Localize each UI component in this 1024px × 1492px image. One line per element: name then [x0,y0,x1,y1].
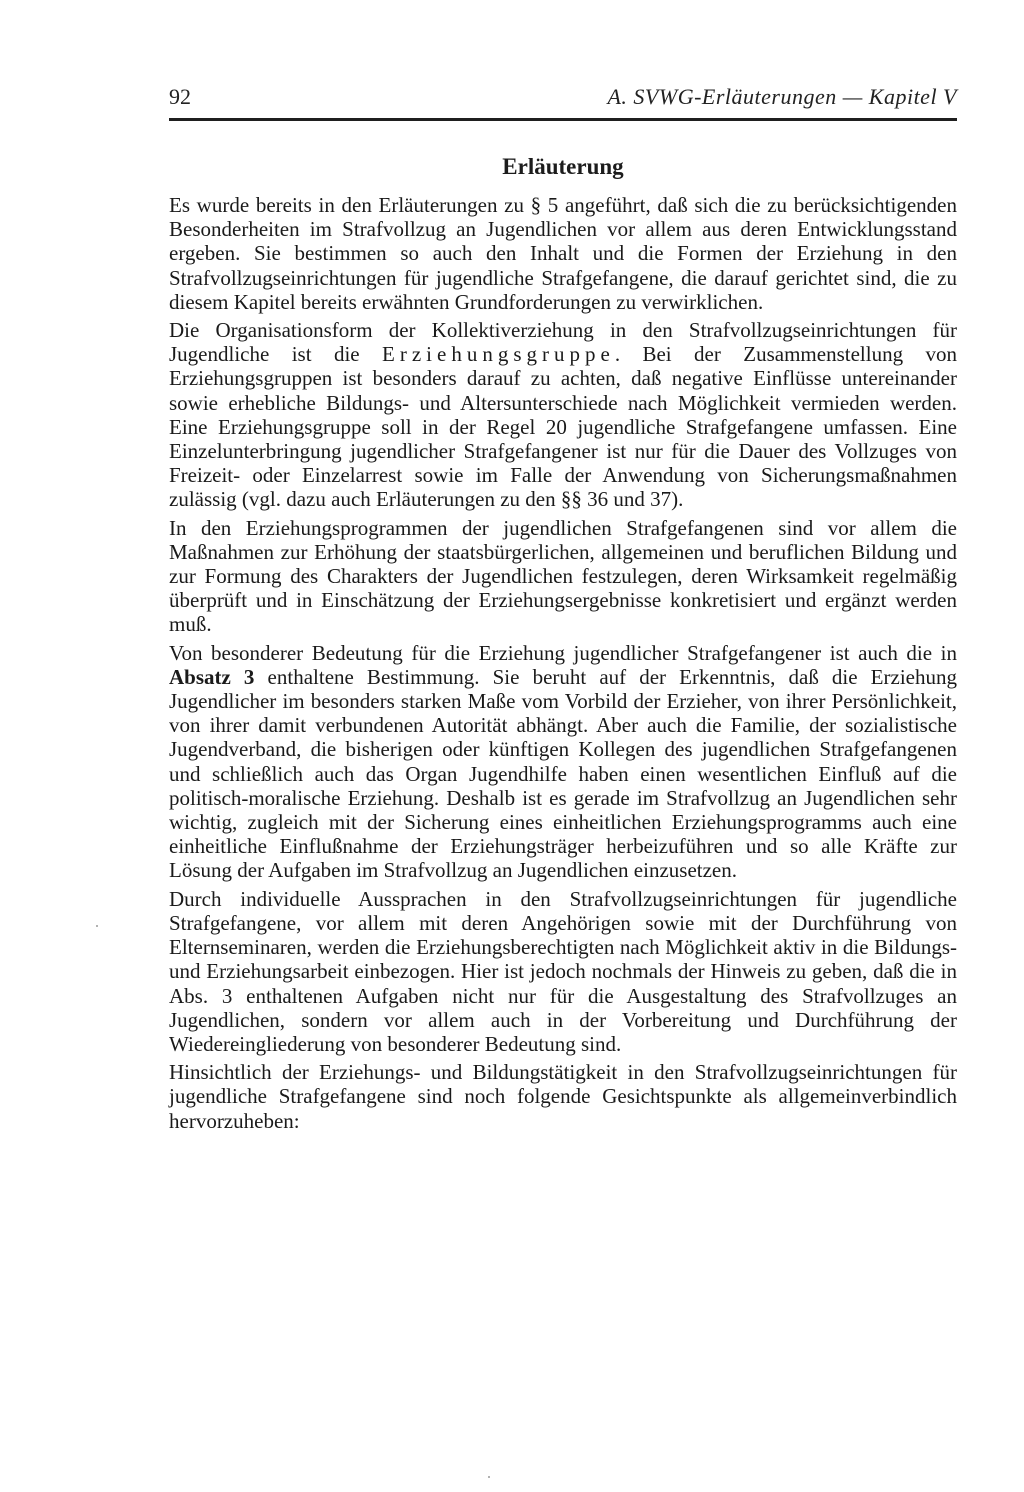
paragraph-4-text-end: enthaltene Bestimmung. Sie beruht auf der Erkenntnis, daß die Erziehung Jugendlicher im besonders starken Maße vom Vorbild der Erzieher, von ihrer Persönlichkeit, von ihrer damit verbundenen Autorität abhängt. Aber auch die Familie, der sozialistische Jugendverband, die bisherigen oder künftigen Kollegen des jugendlichen Strafgefangenen und schließlich auch das Organ Jugendhilfe haben einen wesentlichen Einfluß auf die politisch-moralische Erziehung. Deshalb ist es gerade im Strafvollzug an Jugendlichen sehr wichtig, zugleich mit der Sicherung eines einheitlichen Erziehungsprogramms auch eine einheitliche Einflußnahme der Erziehungsträger herbeizuführen und so alle Kräfte zur Lösung der Aufgaben im Strafvollzug an Jugendlichen einzusetzen. [169,664,957,883]
paragraph-3: In den Erziehungsprogrammen der jugendlichen Strafgefangenen sind vor allem die Maßnahmen zur Erhöhung der staatsbürgerlichen, allgemeinen und beruflichen Bildung und zur Formung des Charakters der Jugendlichen festzulegen, deren Wirksamkeit regelmäßig überprüft und in Einschätzung der Erziehungsergebnisse konkretisiert und ergänzt werden muß. [169,515,957,637]
page-header [169,82,957,114]
running-head: A. SVWG-Erläuterungen — Kapitel V [607,84,957,109]
paragraph-5: Durch individuelle Aussprachen in den Strafvollzugseinrichtungen für jugendliche Strafgefangene, vor allem mit deren Angehörigen sowie mit der Durchführung von Elternseminaren, werden die Erziehungsberechtigten nach Möglichkeit aktiv in die Bildungs- und Erziehungsarbeit einbezogen. Hier ist jedoch nochmals der Hinweis zu geben, daß die in Abs. 3 enthaltenen Aufgaben nicht nur für die Ausgestaltung des Strafvollzuges an Jugendlichen, sondern vor allem auch in der Vorbereitung und Durchführung der Wiedereingliederung von besonderer Bedeutung sind. [169,886,957,1056]
paragraph-6: Hinsichtlich der Erziehungs- und Bildungstätigkeit in den Strafvollzugseinrichtungen für jugendliche Strafgefangene sind noch folgende Gesichtspunkte als allgemeinverbindlich hervorzuheben: [169,1060,957,1133]
bold-term-absatz-3: Absatz 3 [169,664,255,689]
body-text [169,193,957,1133]
section-title: Erläuterung [502,154,624,179]
scan-speck [488,1476,490,1478]
paragraph-2-text-start: Die Organisationsform der Kollektiverziehung in den Strafvollzugseinrichtungen für Jugendliche ist die [169,318,957,367]
paragraph-2 [169,318,957,512]
page-number: 92 [169,84,191,109]
paragraph-4-text-start: Von besonderer Bedeutung für die Erziehung jugendlicher Strafgefangener ist auch die in [169,640,957,665]
paragraph-4 [169,641,957,883]
header-rule [169,118,957,121]
spaced-term-erziehungsgruppe: Erziehungsgruppe [382,342,615,367]
paragraph-1: Es wurde bereits in den Erläuterungen zu § 5 angeführt, daß sich die zu berücksichtigenden Besonderheiten im Strafvollzug an Jugendlichen vor allem aus deren Entwicklungsstand ergeben. Sie bestimmen so auch den Inhalt und die Formen der Erziehung in den Strafvollzugseinrichtungen für jugendliche Strafgefangene, die darauf gerichtet sind, die zu diesem Kapitel bereits erwähnten Grundforderungen zu verwirklichen. [169,193,957,314]
paragraph-2-text-end: . Bei der Zusammenstellung von Erziehungsgruppen ist besonders darauf zu achten, daß negative Einflüsse untereinander sowie erhebliche Bildungs- und Altersunterschiede nach Möglichkeit vermieden werden. Eine Erziehungsgruppe soll in der Regel 20 jugendliche Strafgefangene umfassen. Eine Einzelunterbringung jugendlicher Strafgefangener ist nur für die Dauer des Vollzuges von Freizeit- oder Einzelarrest sowie im Falle der Anwendung von Sicherungsmaßnahmen zulässig (vgl. dazu auch Erläuterungen zu den §§ 36 und 37). [169,342,957,512]
scan-speck [96,925,98,927]
